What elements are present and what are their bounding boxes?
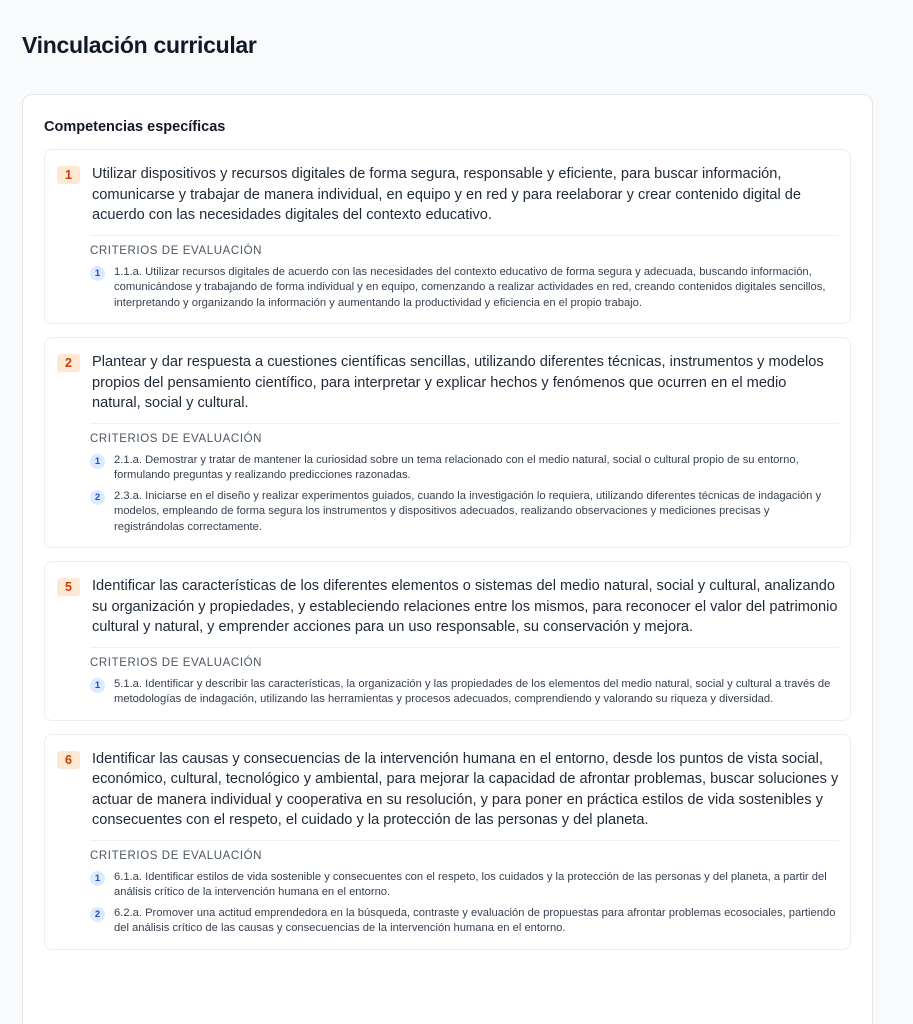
competencia-header — [57, 164, 839, 226]
criterio-index-badge: 1 — [90, 454, 105, 469]
competencia-number-badge: 1 — [57, 166, 80, 184]
competencia-card — [44, 337, 851, 548]
criterio-text: 1.1.a. Utilizar recursos digitales de acuerdo con las necesidades del contexto educativo de forma segura y adecuada, buscando información, comunicándose y trabajando de forma individual y en equipo, comenzando a realizar actividades en red, creando contenidos digitales sencillos, interpretando y organizando la información y aumentando la productividad y eficiencia en el propio trabajo. — [114, 265, 826, 309]
competencia-text: Utilizar dispositivos y recursos digitales de forma segura, responsable y eficiente, para buscar información, comunicarse y trabajar de manera individual, en equipo y en red y para reelaborar y crear contenido digital de acuerdo con las necesidades digitales del contexto educativo. — [92, 166, 802, 223]
criterios-block — [90, 235, 839, 312]
criterios-block — [90, 423, 839, 536]
competencia-number-badge: 2 — [57, 354, 80, 372]
criterio-index-badge: 2 — [90, 490, 105, 505]
competencia-header — [57, 352, 839, 414]
criterios-label: CRITERIOS DE EVALUACIÓN — [90, 244, 263, 257]
page-title: Vinculación curricular — [22, 32, 257, 58]
criterios-block — [90, 647, 839, 708]
competencia-card — [44, 734, 851, 950]
competencia-text: Identificar las causas y consecuencias de la intervención humana en el entorno, desde los puntos de vista social, económico, cultural, tecnológico y ambiental, para mejorar la capacidad de afrontar problemas, buscar soluciones y actuar de manera individual y cooperativa en su resolución, y para poner en práctica estilos de vida sostenibles y consecuentes con el respeto, el cuidado y la protección de las personas y del planeta. — [92, 750, 839, 828]
criterio-index-badge: 1 — [90, 871, 105, 886]
criterio-index-badge: 1 — [90, 266, 105, 281]
competencia-header — [57, 749, 839, 831]
criterio-text: 2.1.a. Demostrar y tratar de mantener la curiosidad sobre un tema relacionado con el medio natural, social o cultural propio de su entorno, formulando preguntas y realizando predicciones razonadas. — [114, 453, 799, 481]
criterio-item — [90, 453, 839, 484]
criterio-index-badge: 2 — [90, 907, 105, 922]
criterios-label: CRITERIOS DE EVALUACIÓN — [90, 432, 263, 445]
criterios-block — [90, 840, 839, 937]
criterios-label: CRITERIOS DE EVALUACIÓN — [90, 849, 263, 862]
criterio-item — [90, 489, 839, 536]
section-title: Competencias específicas — [44, 119, 226, 135]
competencia-card — [44, 561, 851, 721]
criterios-label: CRITERIOS DE EVALUACIÓN — [90, 656, 263, 669]
competencia-text: Identificar las características de los diferentes elementos o sistemas del medio natural, social y cultural, analizando su organización y propiedades, y estableciendo relaciones entre los mismos, para reconocer el valor del patrimonio cultural y natural, y emprender acciones para un uso responsable, su conservación y mejora. — [92, 578, 838, 635]
criterio-item — [90, 870, 839, 901]
criterio-text: 5.1.a. Identificar y describir las características, la organización y las propiedades de los elementos del medio natural, social y cultural a través de metodologías de indagación, utilizando las herramientas y procesos adecuados, comprendiendo y valorando su riqueza y diversidad. — [114, 677, 831, 705]
competencia-text: Plantear y dar respuesta a cuestiones científicas sencillas, utilizando diferentes técnicas, instrumentos y modelos propios del pensamiento científico, para interpretar y explicar hechos y fenómenos que ocurren en el medio natural, social y cultural. — [92, 354, 824, 411]
competencia-header — [57, 576, 839, 638]
criterio-item — [90, 677, 839, 708]
competencias-panel — [22, 94, 873, 1024]
criterio-text: 6.1.a. Identificar estilos de vida sostenible y consecuentes con el respeto, los cuidados y la protección de las personas y del planeta, a partir del análisis crítico de la intervención humana en el entorno. — [114, 870, 827, 898]
competencia-card — [44, 149, 851, 324]
criterio-text: 2.3.a. Iniciarse en el diseño y realizar experimentos guiados, cuando la investigación lo requiera, utilizando diferentes técnicas de indagación y modelos, empleando de forma segura los instrumentos y dispositivos adecuados, realizando observaciones y mediciones precisas y registrándolas correctamente. — [114, 489, 822, 533]
criterio-text: 6.2.a. Promover una actitud emprendedora en la búsqueda, contraste y evaluación de propuestas para afrontar problemas ecosociales, partiendo del análisis crítico de las causas y consecuencias de la intervención humana en el entorno. — [114, 906, 836, 934]
criterio-item — [90, 906, 839, 937]
criterio-index-badge: 1 — [90, 678, 105, 693]
competencia-number-badge: 5 — [57, 578, 80, 596]
criterio-item — [90, 265, 839, 312]
competencia-number-badge: 6 — [57, 751, 80, 769]
